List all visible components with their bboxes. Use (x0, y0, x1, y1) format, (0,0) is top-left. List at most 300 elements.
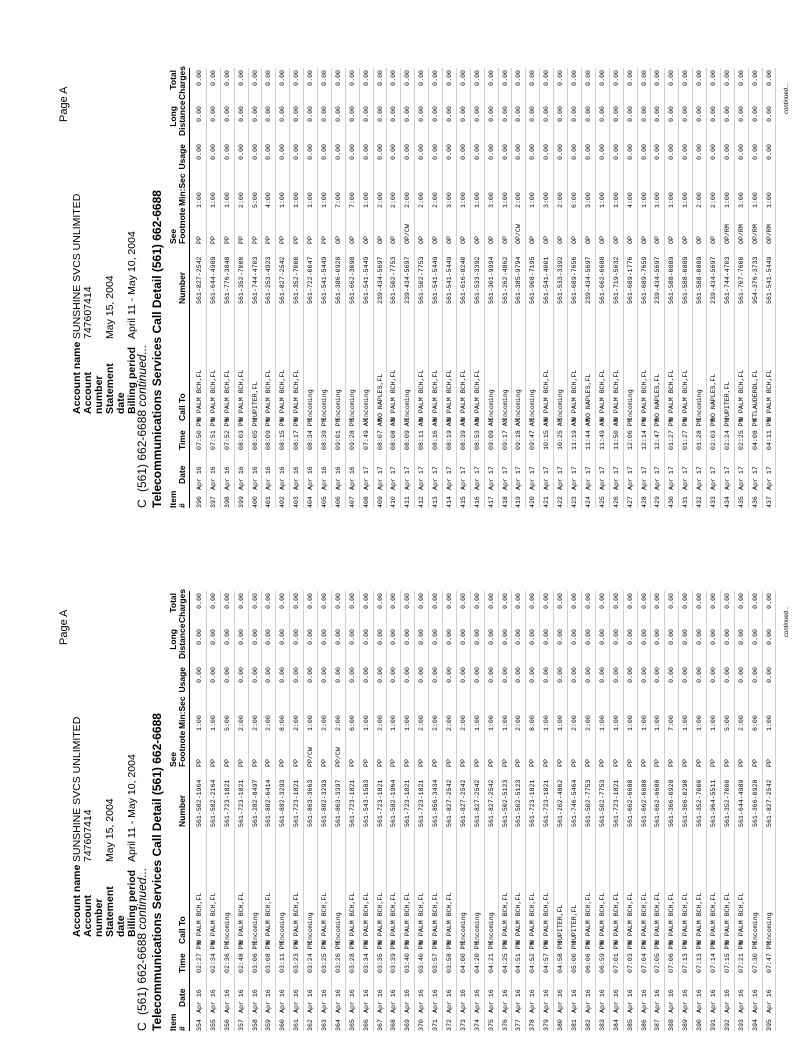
min-sec: 6:00 (348, 715, 356, 731)
col-total: Total (168, 593, 178, 613)
footnote: PP (459, 759, 467, 767)
phone-number: 561-882-3293 (279, 779, 287, 827)
min-sec: 5:00 (223, 715, 231, 731)
long-distance: 0.00 (626, 629, 634, 645)
usage: 0.00 (237, 144, 245, 160)
total-charges: 0.00 (348, 593, 356, 609)
item-number: 406 (334, 496, 342, 508)
call-time: 03:24 PM (307, 941, 315, 973)
table-row (485, 68, 499, 508)
long-distance: 0.00 (487, 629, 495, 645)
long-distance: 0.00 (668, 629, 676, 645)
item-number: 436 (751, 496, 759, 508)
call-to: Incoming (473, 912, 481, 944)
table-row (346, 591, 360, 1031)
item-number: 397 (209, 496, 217, 508)
footnote: PP/CW (334, 747, 342, 767)
call-time: 09:47 AM (529, 418, 537, 450)
account-number-label: Account number (82, 372, 105, 414)
call-time: 09:01 PM (334, 418, 342, 450)
phone-number: 561-582-1964 (390, 779, 398, 827)
usage: 0.00 (626, 667, 634, 683)
long-distance: 0.00 (501, 106, 509, 122)
usage: 0.00 (696, 667, 704, 683)
call-date: Apr 16 (765, 989, 773, 1013)
min-sec: 2:00 (251, 715, 259, 731)
item-number: 363 (321, 1019, 329, 1031)
table-row (749, 591, 763, 1031)
usage: 0.00 (209, 667, 217, 683)
footnote: OP (334, 236, 342, 244)
call-time: 06:59 PM (598, 941, 606, 973)
usage: 0.00 (390, 667, 398, 683)
long-distance: 0.00 (196, 106, 203, 122)
min-sec: 2:00 (418, 715, 426, 731)
phone-number: 561-662-6688 (626, 779, 634, 827)
phone-number: 561-723-1821 (418, 779, 426, 827)
call-time: 02:24 PM (723, 418, 731, 450)
long-distance: 0.00 (557, 629, 565, 645)
min-sec: 7:00 (668, 715, 676, 731)
call-time: 08:15 PM (279, 418, 287, 450)
footnote: PP (251, 236, 259, 244)
total-charges: 0.00 (696, 593, 704, 609)
call-date: Apr 17 (584, 466, 592, 490)
item-number: 387 (654, 1019, 662, 1031)
item-number: 395 (765, 1019, 773, 1031)
item-number: 393 (737, 1019, 745, 1031)
footnote: OP/RM (723, 224, 731, 244)
phone-number: 561-723-1821 (293, 779, 301, 827)
table-row (387, 68, 401, 508)
min-sec: 2:00 (404, 192, 412, 208)
call-time: 04:20 PM (473, 941, 481, 973)
usage: 0.00 (376, 144, 384, 160)
min-sec: 8:00 (279, 715, 287, 731)
total-charges: 0.00 (307, 70, 315, 86)
long-distance: 0.00 (348, 106, 356, 122)
min-sec: 2:00 (515, 715, 523, 731)
long-distance: 0.00 (237, 629, 245, 645)
call-to: Incoming (404, 389, 412, 421)
call-to: W PALM BCH,FL (418, 369, 426, 421)
item-number: 420 (529, 496, 537, 508)
total-charges: 0.00 (321, 593, 329, 609)
call-to: W PALM BCH,FL (418, 892, 426, 944)
table-header (167, 65, 190, 508)
call-to: W PALM BCH,FL (265, 892, 273, 944)
total-charges: 0.00 (334, 593, 342, 609)
long-distance: 0.00 (598, 629, 606, 645)
long-distance: 0.00 (265, 106, 273, 122)
usage: 0.00 (293, 667, 301, 683)
footnote: PP (418, 759, 426, 767)
call-date: Apr 16 (612, 989, 620, 1013)
usage: 0.00 (584, 144, 592, 160)
long-distance: 0.00 (321, 106, 329, 122)
call-to: Incoming (362, 389, 370, 421)
table-row (290, 68, 304, 508)
total-charges: 0.00 (501, 593, 509, 609)
account-info (72, 194, 138, 414)
call-time: 10:25 AM (557, 418, 565, 450)
call-time: 03:26 PM (334, 941, 342, 973)
total-charges: 0.00 (432, 593, 440, 609)
call-to: W PALM BCH,FL (223, 369, 231, 421)
call-date: Apr 17 (362, 466, 370, 490)
call-to: W PALM BCH,FL (737, 892, 745, 944)
call-date: Apr 17 (390, 466, 398, 490)
long-distance: 0.00 (418, 106, 426, 122)
phone-number: 561-385-9794 (515, 256, 523, 304)
phone-number: 239-434-5697 (584, 256, 592, 304)
phone-number: 561-744-4703 (251, 256, 259, 304)
total-charges: 0.00 (640, 593, 648, 609)
phone-number: 561-253-4923 (265, 256, 273, 304)
total-charges: 0.00 (390, 70, 398, 86)
call-date: Apr 17 (626, 466, 634, 490)
call-to: W PALM BCH,FL (612, 892, 620, 944)
phone-number: 561-366-0298 (682, 779, 690, 827)
phone-number: 561-582-1964 (196, 779, 203, 827)
long-distance: 0.00 (348, 629, 356, 645)
usage: 0.00 (459, 667, 467, 683)
min-sec: 2:00 (390, 192, 398, 208)
long-distance: 0.00 (584, 629, 592, 645)
call-date: Apr 16 (265, 989, 273, 1013)
table-row (401, 68, 415, 508)
call-date: Apr 17 (654, 466, 662, 490)
table-row (582, 68, 596, 508)
call-time: 08:08 AM (390, 418, 398, 450)
call-date: Apr 16 (321, 989, 329, 1013)
footnote: OP (487, 236, 495, 244)
footnote: OP (612, 236, 620, 244)
footnote: PP (515, 759, 523, 767)
phone-number: 561-541-4001 (543, 256, 551, 304)
call-time: 04:51 PM (515, 941, 523, 973)
total-charges: 0.00 (529, 593, 537, 609)
item-number: 368 (390, 1019, 398, 1031)
usage: 0.00 (751, 667, 759, 683)
usage: 0.00 (668, 144, 676, 160)
phone-number: 561-616-8240 (459, 256, 467, 304)
table-row (568, 591, 582, 1031)
long-distance: 0.00 (362, 629, 370, 645)
call-date: Apr 16 (737, 989, 745, 1013)
total-charges: 0.00 (487, 593, 495, 609)
footnote: PP (751, 759, 759, 767)
table-row (512, 591, 526, 1031)
total-charges: 0.00 (515, 70, 523, 86)
col-callto: Call To (177, 916, 187, 944)
total-charges: 0.00 (251, 593, 259, 609)
min-sec: 1:00 (598, 192, 606, 208)
long-distance: 0.00 (668, 106, 676, 122)
table-row (457, 591, 471, 1031)
call-time: 08:11 AM (418, 418, 426, 450)
table-row (693, 591, 707, 1031)
footnote: PP (626, 759, 634, 767)
min-sec: 2:00 (334, 715, 342, 731)
call-date: Apr 16 (237, 989, 245, 1013)
call-time: 06:06 PM (584, 941, 592, 973)
usage: 0.00 (348, 144, 356, 160)
call-to: Incoming (515, 389, 523, 421)
footnote: OP (473, 236, 481, 244)
footnote: PP (668, 759, 676, 767)
footnote: PP (321, 236, 329, 244)
call-to: W PALM BCH,FL (501, 892, 509, 944)
usage: 0.00 (501, 667, 509, 683)
footnote: PP (223, 236, 231, 244)
usage: 0.00 (418, 667, 426, 683)
call-time: 07:01 PM (612, 941, 620, 973)
call-date: Apr 17 (571, 466, 579, 490)
min-sec: 1:00 (209, 715, 217, 731)
call-to: W PALM BCH,FL (723, 892, 731, 944)
call-to: Incoming (459, 912, 467, 944)
phone-number: 239-434-5697 (709, 256, 717, 304)
min-sec: 1:00 (668, 192, 676, 208)
long-distance: 0.00 (459, 629, 467, 645)
call-to: Incoming (334, 912, 342, 944)
call-to: W PALM BCH,FL (376, 892, 384, 944)
table-row (304, 68, 318, 508)
call-time: 03:58 PM (446, 941, 454, 973)
call-date: Apr 17 (446, 466, 454, 490)
usage: 0.00 (196, 667, 203, 683)
footnote: PP (237, 236, 245, 244)
table-row (735, 591, 749, 1031)
min-sec: 1:00 (279, 192, 287, 208)
table-row (596, 68, 610, 508)
long-distance: 0.00 (751, 629, 759, 645)
total-charges: 0.00 (709, 593, 717, 609)
call-to: JUPITER,FL (251, 381, 259, 421)
table-row (707, 591, 721, 1031)
long-distance: 0.00 (251, 629, 259, 645)
call-date: Apr 16 (404, 989, 412, 1013)
call-to: Incoming (626, 389, 634, 421)
phone-number: 561-541-5449 (446, 256, 454, 304)
call-to: Incoming (696, 389, 704, 421)
phone-number: 561-827-2542 (487, 779, 495, 827)
long-distance: 0.00 (321, 629, 329, 645)
table-row (624, 591, 638, 1031)
call-to: W PALM BCH,FL (696, 892, 704, 944)
total-charges: 0.00 (737, 70, 745, 86)
long-distance: 0.00 (279, 629, 287, 645)
call-time: 07:06 PM (668, 941, 676, 973)
col-usage: Usage (177, 144, 187, 170)
min-sec: 2:00 (418, 192, 426, 208)
call-to: Incoming (765, 912, 773, 944)
total-charges: 0.00 (209, 70, 217, 86)
total-charges: 0.00 (265, 593, 273, 609)
call-time: 08:09 AM (404, 418, 412, 450)
usage: 0.00 (543, 667, 551, 683)
call-to: W PALM BCH,FL (196, 369, 203, 421)
call-time: 02:03 PM (709, 418, 717, 450)
phone-number: 561-502-7753 (390, 256, 398, 304)
total-charges: 0.00 (737, 593, 745, 609)
item-number: 424 (584, 496, 592, 508)
long-distance: 0.00 (334, 629, 342, 645)
table-row (651, 68, 665, 508)
call-to: Incoming (321, 389, 329, 421)
call-date: Apr 17 (696, 466, 704, 490)
phone-number: 561-644-4989 (737, 779, 745, 827)
usage: 0.00 (265, 144, 273, 160)
account-number-label: Account number (82, 895, 105, 937)
call-rows (193, 68, 776, 508)
footnote: PP (279, 236, 287, 244)
phone-number: 561-541-5449 (765, 256, 773, 304)
call-time: 03:39 PM (390, 941, 398, 973)
call-time: 08:17 PM (293, 418, 301, 450)
long-distance: 0.00 (612, 629, 620, 645)
footnote: PP (321, 759, 329, 767)
table-row (318, 591, 332, 1031)
call-to: W PALM BCH,FL (612, 369, 620, 421)
total-charges: 0.00 (654, 593, 662, 609)
min-sec: 1:00 (404, 715, 412, 731)
phone-number: 561-352-7000 (293, 256, 301, 304)
total-charges: 0.00 (598, 593, 606, 609)
usage: 0.00 (473, 667, 481, 683)
min-sec: 2:00 (446, 715, 454, 731)
call-date: Apr 16 (251, 466, 259, 490)
billing-period-label: Billing period (126, 346, 138, 414)
item-number: 379 (543, 1019, 551, 1031)
usage: 0.00 (709, 144, 717, 160)
table-row (665, 591, 679, 1031)
min-sec: 1:00 (543, 715, 551, 731)
footnote: PP (654, 759, 662, 767)
item-number: 364 (334, 1019, 342, 1031)
call-to: W PALM BCH,FL (432, 892, 440, 944)
call-date: Apr 16 (654, 989, 662, 1013)
call-time: 08:07 AM (376, 418, 384, 450)
call-date: Apr 16 (640, 989, 648, 1013)
call-to: W PALM BCH,FL (640, 369, 648, 421)
long-distance: 0.00 (307, 629, 315, 645)
call-to: JUPITER,FL (557, 904, 565, 944)
long-distance: 0.00 (584, 106, 592, 122)
usage: 0.00 (571, 144, 579, 160)
long-distance: 0.00 (265, 629, 273, 645)
phone-number: 561-533-3392 (473, 256, 481, 304)
call-to: NO NAPLES,FL (584, 373, 592, 421)
total-charges: 0.00 (418, 70, 426, 86)
long-distance: 0.00 (390, 106, 398, 122)
footnote: OP (571, 236, 579, 244)
usage: 0.00 (682, 144, 690, 160)
long-distance: 0.00 (293, 106, 301, 122)
call-to: W PALM BCH,FL (682, 369, 690, 421)
min-sec: 2:00 (432, 192, 440, 208)
col-time: Time (177, 430, 187, 450)
usage: 0.00 (515, 667, 523, 683)
item-number: 418 (501, 496, 509, 508)
footnote: PP (348, 759, 356, 767)
total-charges: 0.00 (362, 70, 370, 86)
call-date: Apr 17 (598, 466, 606, 490)
footnote: PP (584, 759, 592, 767)
usage: 0.00 (487, 667, 495, 683)
footnote: PP (223, 759, 231, 767)
min-sec: 1:00 (307, 192, 315, 208)
item-number: 408 (362, 496, 370, 508)
footnote: PP (376, 759, 384, 767)
total-charges: 0.00 (362, 593, 370, 609)
min-sec: 3:00 (487, 192, 495, 208)
item-number: 367 (376, 1019, 384, 1031)
min-sec: 1:00 (487, 715, 495, 731)
phone-number: 561-776-3848 (223, 256, 231, 304)
long-distance: 0.00 (404, 106, 412, 122)
call-time: 02:34 PM (209, 941, 217, 973)
phone-number: 561-723-1821 (404, 779, 412, 827)
total-charges: 0.00 (626, 593, 634, 609)
usage: 0.00 (362, 144, 370, 160)
call-time: 04:21 PM (487, 941, 495, 973)
call-to: W PALM BCH,FL (321, 892, 329, 944)
call-to: W PALM BCH,FL (390, 892, 398, 944)
item-number: 433 (709, 496, 717, 508)
usage: 0.00 (237, 667, 245, 683)
footnote: OP (584, 236, 592, 244)
footnote: PP (279, 759, 287, 767)
table-row (290, 591, 304, 1031)
call-time: 07:49 AM (362, 418, 370, 450)
phone-number: 561-662-3098 (348, 256, 356, 304)
call-to: W PALM BCH,FL (446, 892, 454, 944)
item-number: 389 (682, 1019, 690, 1031)
call-to: Incoming (501, 389, 509, 421)
item-number: 358 (251, 1019, 259, 1031)
footnote: PP (723, 759, 731, 767)
usage: 0.00 (446, 144, 454, 160)
call-date: Apr 16 (334, 989, 342, 1013)
total-charges: 0.00 (404, 70, 412, 86)
footnote: OP (529, 236, 537, 244)
footnote: OP (543, 236, 551, 244)
phone-number: 561-882-6414 (265, 779, 273, 827)
col-footnote: Footnote (177, 730, 187, 767)
item-number: 398 (223, 496, 231, 508)
usage: 0.00 (543, 144, 551, 160)
phone-number: 561-301-9994 (487, 256, 495, 304)
call-time: 12:47 PM (654, 418, 662, 450)
call-to: W PALM BCH,FL (515, 892, 523, 944)
call-date: Apr 17 (737, 466, 745, 490)
call-date: Apr 16 (279, 989, 287, 1013)
min-sec: 2:00 (376, 715, 384, 731)
call-to: W PALM BCH,FL (293, 892, 301, 944)
total-charges: 0.00 (557, 70, 565, 86)
usage: 0.00 (196, 144, 203, 160)
phone-number: 561-744-4703 (723, 256, 731, 304)
usage: 0.00 (709, 667, 717, 683)
call-time: 07:21 PM (737, 941, 745, 973)
col-charges: Charges (177, 65, 187, 100)
col-number: Number (177, 794, 187, 827)
table-row (235, 591, 249, 1031)
call-date: Apr 16 (223, 989, 231, 1013)
footnote: PP (265, 759, 273, 767)
